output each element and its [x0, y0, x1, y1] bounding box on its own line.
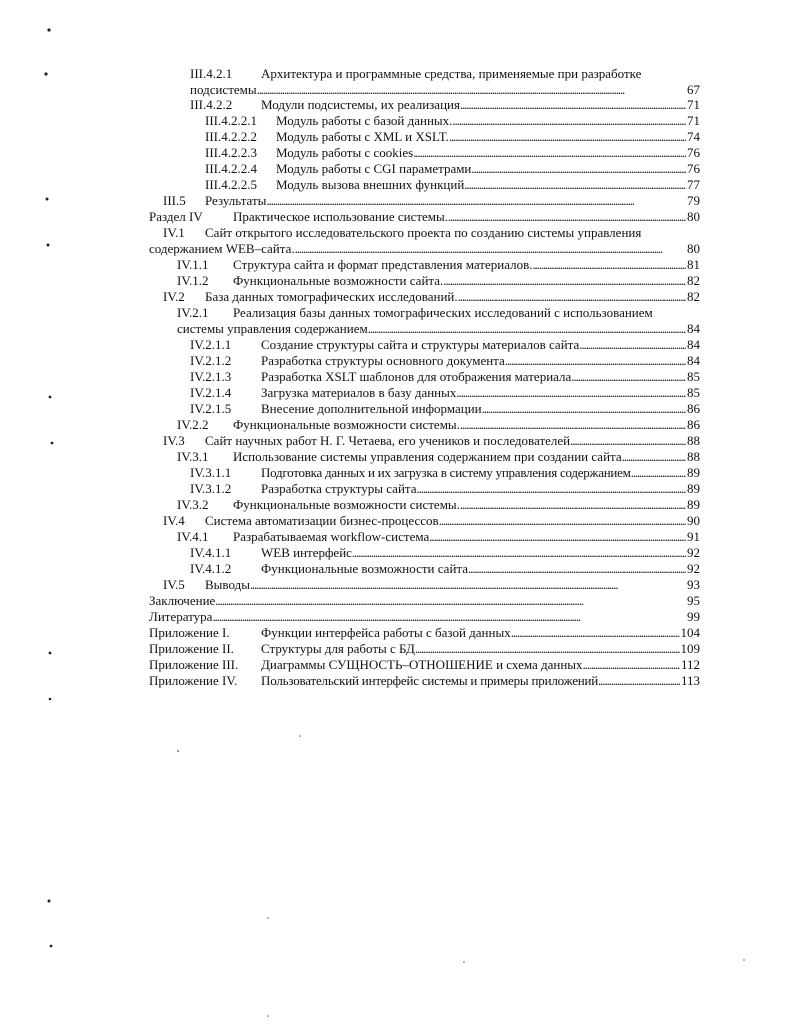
toc-entry-page: 92 [687, 561, 700, 576]
toc-entry-page: 71 [687, 97, 700, 112]
toc-entry-page: 74 [687, 129, 700, 144]
toc-entry-title: Подготовка данных и их загрузка в систему управления содержанием [261, 465, 631, 480]
toc-entry-number: IV.2.1.4 [190, 385, 232, 400]
toc-entry-title: WEB интерфейс [261, 545, 352, 560]
toc-entry-title: Внесение дополнительной информации [261, 401, 482, 416]
toc-entry-page: 89 [687, 465, 700, 480]
toc-entry-title-continuation: подсистемы [190, 82, 257, 97]
toc-entry-number: IV.4.1.1 [190, 545, 232, 560]
toc-entry-title: Разработка XSLT шаблонов для отображения материала [261, 369, 572, 384]
toc-entry-title: Сайт научных работ Н. Г. Четаева, его учеников и последователей [205, 433, 571, 448]
toc-entry-page: 76 [687, 145, 700, 160]
toc-entry-number: IV.1.2 [177, 273, 209, 288]
toc-entry-number: III.4.2.2.1 [205, 113, 257, 128]
toc-entry-number: IV.3.2 [177, 497, 209, 512]
toc-entry-title: Разрабатываемая workflow-система [233, 529, 430, 544]
toc-entry-page: 88 [687, 433, 700, 448]
toc-entry-title: Загрузка материалов в базу данных [261, 385, 457, 400]
toc-entry-number: IV.2.1.2 [190, 353, 232, 368]
toc-entry-number: IV.2.2 [177, 417, 209, 432]
toc-entry-number: IV.5 [163, 577, 185, 592]
toc-entry-title: Функциональные возможности сайта [261, 561, 469, 576]
toc-entry-page: 92 [687, 545, 700, 560]
toc-entry-number: IV.3 [163, 433, 185, 448]
toc-entry-title: Сайт открытого исследовательского проекта по созданию системы управления [205, 225, 642, 240]
toc-entry-page: 77 [687, 177, 700, 192]
toc-entry-page: 84 [687, 353, 700, 368]
toc-entry-number: III.4.2.2.5 [205, 177, 257, 192]
toc-entry-page: 80 [687, 209, 700, 224]
toc-entry-number: IV.4.1.2 [190, 561, 232, 576]
toc-entry-page: 82 [687, 289, 700, 304]
toc-entry-title: Архитектура и программные средства, применяемые при разработке [261, 66, 642, 81]
toc-entry-page: 91 [687, 529, 700, 544]
toc-entry-title: Использование системы управления содержанием при создании сайта [233, 449, 622, 464]
toc-entry-number: IV.3.1 [177, 449, 209, 464]
toc-entry-page: 79 [687, 193, 700, 208]
toc-entry-title: Функциональные возможности системы. [233, 417, 460, 432]
toc-entry-page: 86 [687, 417, 700, 432]
toc-entry-title: Модуль работы с CGI параметрами [276, 161, 472, 176]
toc-entry-page: 88 [687, 449, 700, 464]
toc-entry-page: 85 [687, 369, 700, 384]
toc-entry-title: Выводы [205, 577, 250, 592]
toc-entry-title: Диаграммы СУЩНОСТЬ–ОТНОШЕНИЕ и схема данных [261, 657, 583, 672]
toc-entry-page: 90 [687, 513, 700, 528]
toc-entry-title: Пользовательский интерфейс системы и примеры приложений [261, 673, 599, 688]
toc-entry-page: 76 [687, 161, 700, 176]
toc-entry-title: Практическое использование системы. [233, 209, 448, 224]
toc-entry-title: Модуль работы с cookies [276, 145, 414, 160]
toc-entry-page: 80 [687, 241, 700, 256]
toc-entry-number: Приложение III. [149, 657, 239, 672]
toc-entry-page: 71 [687, 113, 700, 128]
toc-entry-page: 112 [680, 657, 700, 672]
toc-entry-number: IV.1.1 [177, 257, 209, 272]
toc-entry-title: Создание структуры сайта и структуры материалов сайта [261, 337, 580, 352]
toc-entry-title: Литература [149, 609, 213, 624]
toc-entry-page: 82 [687, 273, 700, 288]
toc-entry-number: IV.2 [163, 289, 185, 304]
toc-entry-title: Результаты [205, 193, 267, 208]
toc-entry-page: 67 [687, 82, 700, 97]
toc-entry-page: 84 [687, 321, 700, 336]
toc-entry-page: 85 [687, 385, 700, 400]
toc-entry-title: Разработка структуры основного документа [261, 353, 505, 368]
toc-entry-title: Функциональные возможности сайта. [233, 273, 444, 288]
toc-entry-title: Модуль вызова внешних функций [276, 177, 465, 192]
toc-entry-title: Структуры для работы с БД [261, 641, 415, 656]
toc-entry-title: Функции интерфейса работы с базой данных [261, 625, 511, 640]
toc-entry-title: Структура сайта и формат представления материалов. [233, 257, 533, 272]
toc-entry-number: IV.2.1 [177, 305, 209, 320]
toc-entry-number: III.4.2.2 [190, 97, 233, 112]
toc-entry-title-continuation: системы управления содержанием [177, 321, 368, 336]
toc-entry-page: 89 [687, 481, 700, 496]
toc-entry-number: IV.3.1.1 [190, 465, 232, 480]
toc-entry-title: Функциональные возможности системы. [233, 497, 460, 512]
toc-entry-page: 95 [687, 593, 700, 608]
toc-entry-title: Модуль работы с базой данных. [276, 113, 453, 128]
toc-entry-number: III.4.2.1 [190, 66, 233, 81]
toc-entry-page: 89 [687, 497, 700, 512]
toc-entry-title-continuation: содержанием WEB–сайта. [149, 241, 295, 256]
toc-entry-page: 81 [687, 257, 700, 272]
toc-entry-number: IV.2.1.1 [190, 337, 232, 352]
toc-entry-number: IV.1 [163, 225, 185, 240]
toc-entry-page: 99 [687, 609, 700, 624]
toc-entry-title: Модуль работы с XML и XSLT. [276, 129, 449, 144]
toc-entry-title: Модули подсистемы, их реализация [261, 97, 460, 112]
toc-entry-title: Система автоматизации бизнес-процессов [205, 513, 439, 528]
toc-entry-page: 113 [680, 673, 700, 688]
toc-entry-number: III.4.2.2.2 [205, 129, 257, 144]
toc-entry-number: Приложение I. [149, 625, 230, 640]
toc-entry-title: Реализация базы данных томографических исследований с использованием [233, 305, 653, 320]
toc-entry-number: Раздел IV [149, 209, 203, 224]
toc-entry-number: IV.3.1.2 [190, 481, 232, 496]
toc-entry-title: Заключение [149, 593, 216, 608]
toc-entry-number: Приложение II. [149, 641, 234, 656]
toc-entry-number: IV.2.1.5 [190, 401, 232, 416]
toc-entry-number: Приложение IV. [149, 673, 238, 688]
toc-entry-number: III.4.2.2.4 [205, 161, 257, 176]
toc-entry-page: 86 [687, 401, 700, 416]
toc-entry-number: IV.4 [163, 513, 185, 528]
toc-entry-number: IV.2.1.3 [190, 369, 232, 384]
toc-entry-title: База данных томографических исследований. [205, 289, 458, 304]
toc-entry-page: 104 [680, 625, 700, 640]
toc-entry-title: Разработка структуры сайта [261, 481, 417, 496]
toc-entry-page: 93 [687, 577, 700, 592]
toc-entry-page: 109 [680, 641, 700, 656]
toc-entry-number: III.5 [163, 193, 186, 208]
toc-entry-number: IV.4.1 [177, 529, 209, 544]
toc-entry-number: III.4.2.2.3 [205, 145, 257, 160]
toc-entry-page: 84 [687, 337, 700, 352]
